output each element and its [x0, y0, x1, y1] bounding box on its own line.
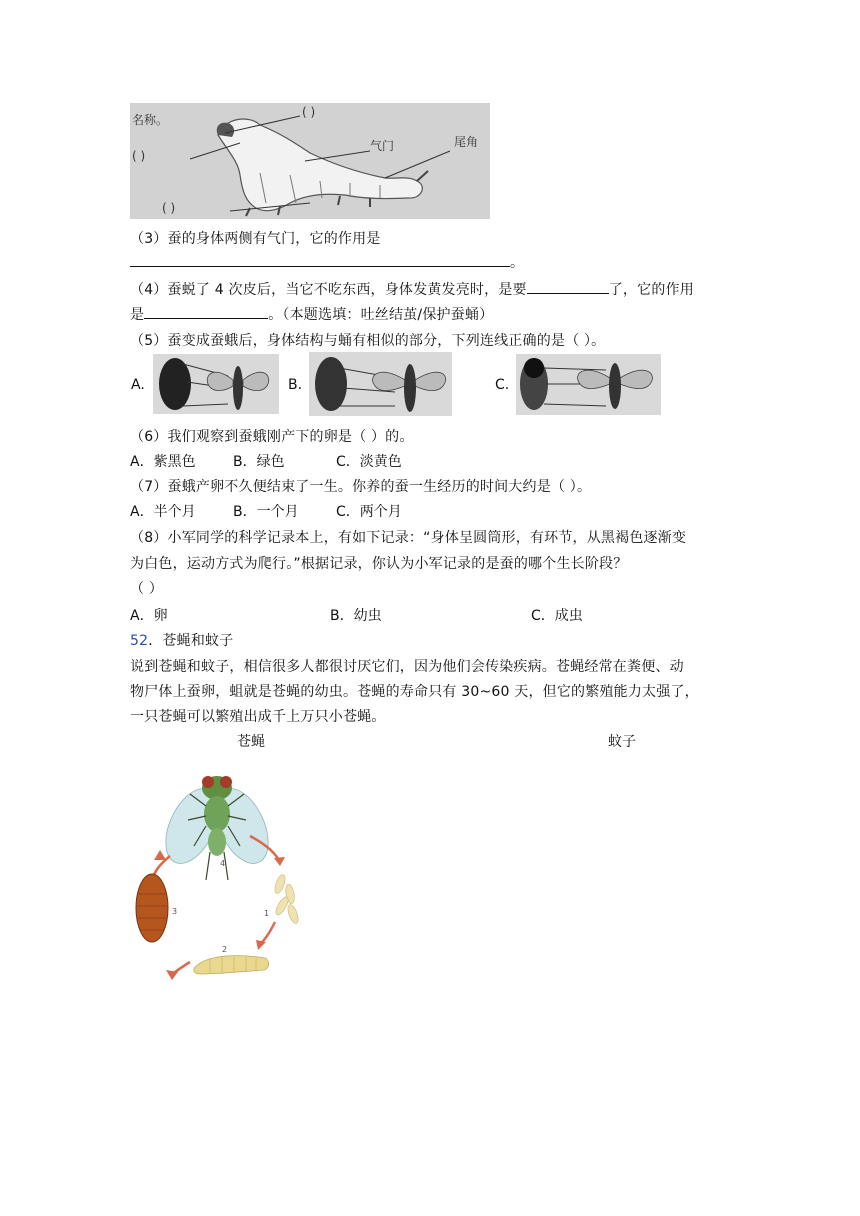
- fly-life-cycle-drawing: [130, 754, 304, 994]
- q6-prompt: （6）我们观察到蚕蛾刚产下的卵是（ ）的。: [130, 429, 414, 445]
- adult-fly: [155, 776, 279, 880]
- q52-paragraph-line3: [130, 706, 386, 726]
- q6-text: [130, 426, 414, 446]
- q5-prompt: （5）蚕变成蚕蛾后，身体结构与蛹有相似的部分，下列连线正确的是（ ）。: [130, 333, 606, 349]
- q8-line3: [130, 578, 163, 598]
- q3-end: 。: [510, 255, 525, 271]
- q6-option-c[interactable]: C．淡黄色: [336, 454, 402, 470]
- q8-option-a[interactable]: A．卵: [130, 608, 168, 624]
- q6-option-a[interactable]: A．紫黑色: [130, 454, 196, 470]
- silkworm-label-bottom: ( ): [162, 201, 176, 215]
- q4-text-d: 。（本题选填：吐丝结茧/保护蚕蛹）: [268, 307, 494, 323]
- q52-para-2: 物尸体上蚕卵，蛆就是苍蝇的幼虫。苍蝇的寿命只有 30~60 天，但它的繁殖能力太强了，: [130, 684, 699, 700]
- q5-text: [130, 330, 605, 350]
- q3-answer-line: [130, 252, 524, 272]
- pupa-moth-diagram-b: [309, 352, 452, 416]
- q52-title: ．苍蝇和蚊子: [148, 633, 234, 649]
- q52-para-1: 说到苍蝇和蚊子，相信很多人都很讨厌它们，因为他们会传染疾病。苍蝇经常在粪便、动: [130, 659, 684, 675]
- silkworm-drawing: [130, 103, 490, 219]
- q4-blank-1[interactable]: [527, 281, 609, 294]
- q8-line1: [130, 527, 686, 547]
- q4-text-c: 是: [130, 307, 145, 323]
- q3-text: [130, 228, 381, 248]
- q52-para-3: 一只苍蝇可以繁殖出成千上万只小苍蝇。: [130, 709, 386, 725]
- pupa-moth-diagram-c: [516, 354, 661, 415]
- q52-paragraph-line2: [130, 681, 699, 701]
- stage-number-4: 4: [220, 859, 226, 868]
- q7-option-c[interactable]: C．两个月: [336, 504, 402, 520]
- fly-larva: [194, 945, 269, 974]
- fly-life-cycle-figure: [130, 754, 304, 994]
- q8-option-b[interactable]: B．幼虫: [330, 608, 382, 624]
- q8-line2: [130, 553, 627, 573]
- q4-line2: [130, 304, 493, 324]
- stage-number-1: 1: [264, 909, 270, 918]
- q52-heading: [130, 630, 233, 650]
- q6-option-b[interactable]: B．绿色: [233, 454, 285, 470]
- q52-paragraph-line1: [130, 656, 684, 676]
- q52-number: 52: [130, 633, 149, 649]
- q7-text: [130, 476, 591, 496]
- q7-option-a[interactable]: A．半个月: [130, 504, 196, 520]
- q5-option-c-label: C.: [495, 377, 510, 393]
- q5-option-a-label: A.: [131, 377, 145, 393]
- q4-blank-2[interactable]: [144, 306, 268, 319]
- silkworm-label-spiracle: 气门: [370, 139, 395, 153]
- fly-eggs: [264, 873, 300, 925]
- q8-text-2: 为白色，运动方式为爬行。”根据记录，你认为小军记录的是蚕的哪个生长阶段？: [130, 556, 628, 572]
- q5-option-c-figure[interactable]: [516, 354, 661, 415]
- q7-prompt: （7）蚕蛾产卵不久便结束了一生。你养的蚕一生经历的时间大约是（ ）。: [130, 479, 592, 495]
- q7-option-b[interactable]: B．一个月: [233, 504, 299, 520]
- fly-caption: 苍蝇: [237, 734, 265, 750]
- silkworm-label-tail-horn: 尾角: [454, 135, 479, 149]
- q5-option-a-figure[interactable]: [153, 354, 279, 414]
- fly-pupa: [136, 874, 177, 942]
- silkworm-photo: [130, 103, 490, 219]
- q8-option-c[interactable]: C．成虫: [531, 608, 583, 624]
- silkworm-label-left: ( ): [132, 149, 146, 163]
- q5-option-b-figure[interactable]: [309, 352, 452, 416]
- q8-answer-paren: （ ）: [130, 581, 164, 597]
- q5-option-b-label: B.: [288, 377, 303, 393]
- stage-number-2: 2: [222, 945, 228, 954]
- q8-text-1: （8）小军同学的科学记录本上，有如下记录：“身体呈圆筒形，有环节，从黑褐色逐渐变: [130, 530, 687, 546]
- pupa-moth-diagram-a: [153, 354, 279, 414]
- silkworm-label-top: ( ): [302, 105, 316, 119]
- q3-blank[interactable]: [130, 254, 510, 267]
- stage-number-3: 3: [172, 907, 178, 916]
- q3-prompt: （3）蚕的身体两侧有气门，它的作用是: [130, 231, 381, 247]
- q4-text-b: 了，它的作用: [608, 282, 694, 298]
- silkworm-label-name: 名称。: [132, 113, 169, 127]
- q4-text-a: （4）蚕蜕了 4 次皮后，当它不吃东西，身体发黄发亮时，是要: [130, 282, 527, 298]
- q4-line1: [130, 279, 694, 299]
- mosquito-caption: 蚊子: [608, 734, 636, 750]
